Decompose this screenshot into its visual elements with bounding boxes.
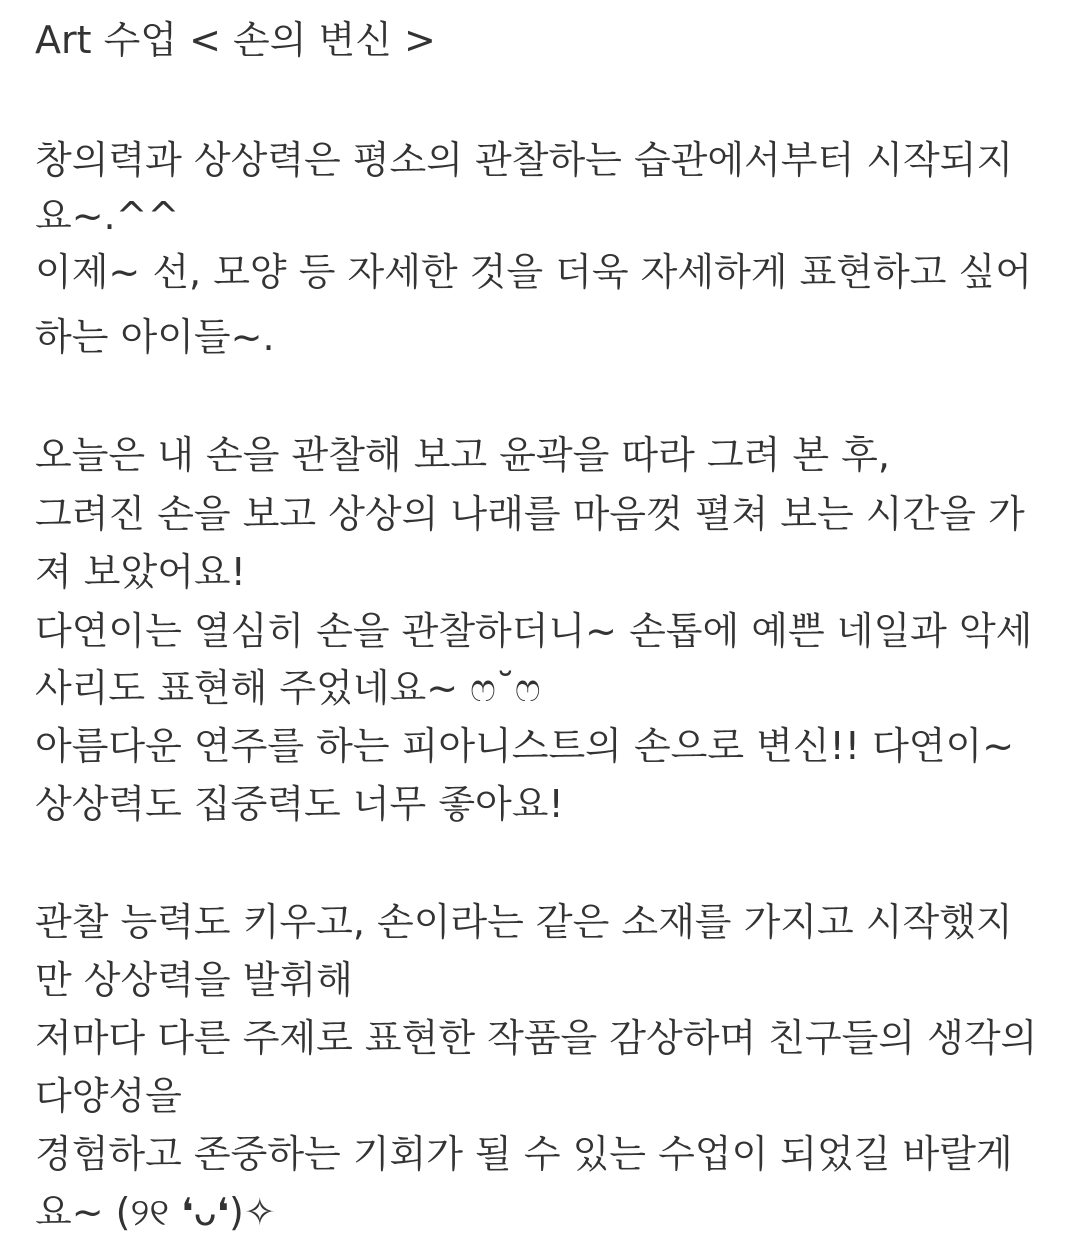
paragraph-line: 그려진 손을 보고 상상의 나래를 마음껏 펼쳐 보는 시간을 가 [35, 492, 1025, 536]
paragraph-line: 요~.^^ [35, 194, 180, 238]
paragraph-line: 하는 아이들~. [35, 315, 275, 359]
paragraph-line: 사리도 표현해 주었네요~ ෆ˘ෆ [35, 666, 541, 710]
paragraph-line: 관찰 능력도 키우고, 손이라는 같은 소재를 가지고 시작했지 [35, 900, 1013, 944]
paragraph-line: 다연이는 열심히 손을 관찰하더니~ 손톱에 예쁜 네일과 악세 [35, 609, 1033, 653]
paragraph-line: 져 보았어요! [35, 550, 246, 594]
paragraph-line: 이제~ 선, 모양 등 자세한 것을 더욱 자세하게 표현하고 싶어 [35, 250, 1032, 294]
paragraph-line: 상상력도 집중력도 너무 좋아요! [35, 782, 564, 826]
paragraph-line: 창의력과 상상력은 평소의 관찰하는 습관에서부터 시작되지 [35, 138, 1014, 182]
paragraph-line: 만 상상력을 발휘해 [35, 958, 353, 1002]
paragraph-line: 경험하고 존중하는 기회가 될 수 있는 수업이 되었길 바랄게 [35, 1132, 1013, 1176]
paragraph-line: 요~ (୨୧ ❛ᴗ❛)✧ [35, 1190, 276, 1234]
paragraph-line: 오늘은 내 손을 관찰해 보고 윤곽을 따라 그려 본 후, [35, 433, 890, 477]
post-title: Art 수업 < 손의 변신 > [35, 18, 436, 62]
paragraph-line: 아름다운 연주를 하는 피아니스트의 손으로 변신!! 다연이~ [35, 724, 1015, 768]
paragraph-line: 저마다 다른 주제로 표현한 작품을 감상하며 친구들의 생각의 [35, 1016, 1038, 1060]
paragraph-line: 다양성을 [35, 1074, 182, 1118]
